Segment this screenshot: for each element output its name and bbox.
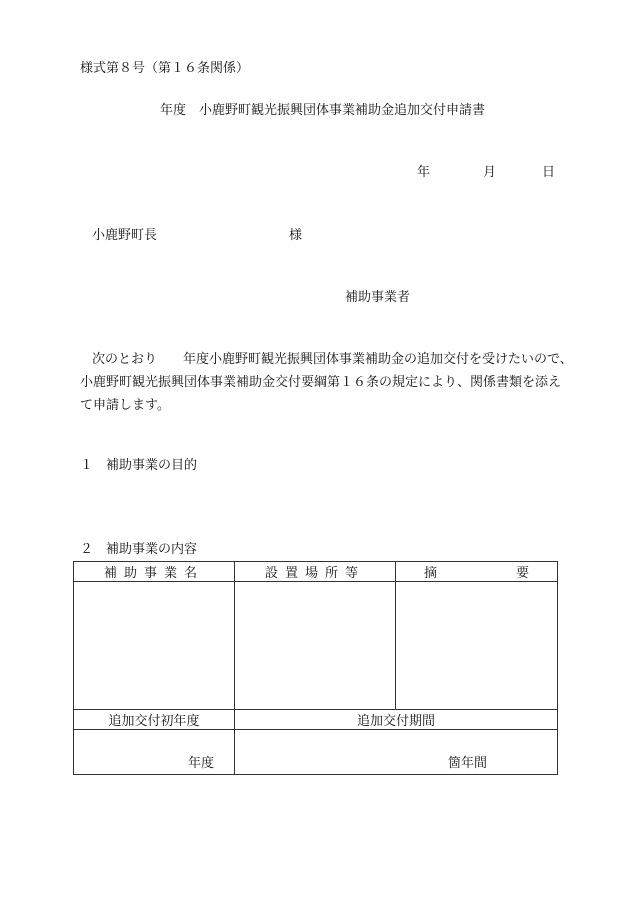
cell-period[interactable] (235, 730, 558, 775)
header-location: 設置場所等 (235, 562, 396, 582)
first-year-unit: 年度 (187, 756, 214, 771)
project-table (73, 561, 558, 775)
form-number: 様式第８号（第１６条関係） (80, 61, 250, 76)
cell-location[interactable] (235, 582, 396, 710)
addressee-name: 小鹿野町長 (92, 228, 158, 243)
body-line-2: 小鹿野町観光振興団体事業補助金交付要綱第１６条の規定により、関係書類を添え (80, 375, 562, 390)
body-paragraph (80, 348, 573, 417)
header-project-name: 補助事業名 (74, 562, 235, 582)
addressee-honorific: 様 (289, 228, 303, 243)
section-1-heading: １ 補助事業の目的 (80, 458, 198, 473)
header-first-year: 追加交付初年度 (74, 710, 235, 730)
header-summary (396, 562, 558, 582)
cell-project-name[interactable] (74, 582, 235, 710)
period-unit: 箇年間 (447, 756, 487, 771)
header-summary-left: 摘 (424, 566, 438, 581)
cell-first-year[interactable] (74, 730, 235, 775)
date-month: 月 (483, 165, 497, 180)
applicant-label: 補助事業者 (345, 290, 411, 305)
cell-summary[interactable] (396, 582, 558, 710)
date-day: 日 (542, 165, 556, 180)
body-line-3: て申請します。 (80, 398, 170, 413)
header-summary-right: 要 (515, 566, 529, 581)
section-2-heading: ２ 補助事業の内容 (80, 542, 198, 557)
header-period: 追加交付期間 (235, 710, 558, 730)
date-year: 年 (417, 165, 431, 180)
body-line-1: 次のとおり 年度小鹿野町観光振興団体事業補助金の追加交付を受けたいので、 (92, 352, 573, 367)
document-title: 年度 小鹿野町観光振興団体事業補助金追加交付申請書 (160, 103, 486, 118)
